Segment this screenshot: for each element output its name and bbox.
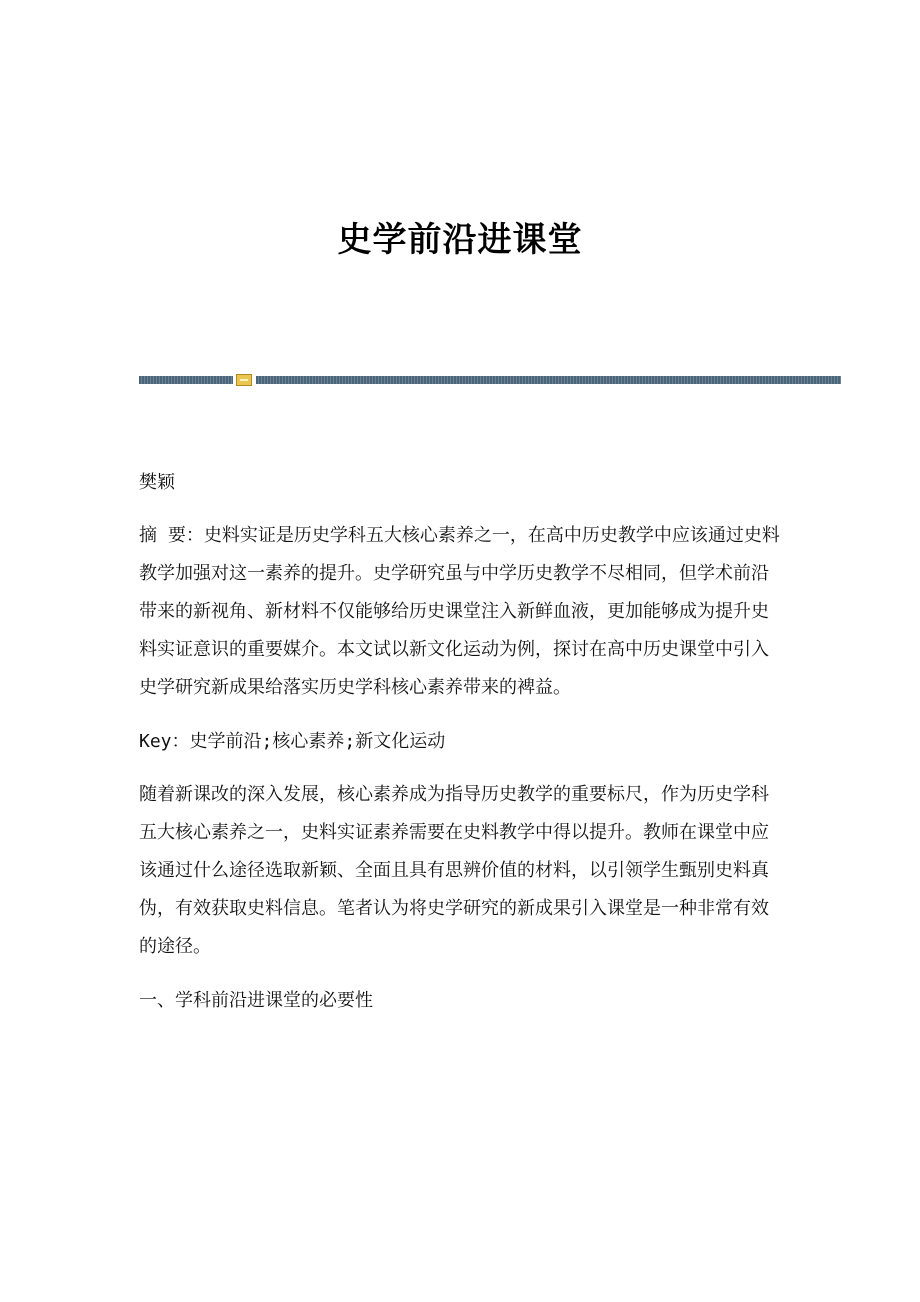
abstract xyxy=(139,517,784,707)
title-divider xyxy=(139,374,841,386)
document-title: 史学前沿进课堂 xyxy=(337,220,583,260)
keywords-label: Key： xyxy=(139,731,190,752)
keywords-text: 史学前沿;核心素养;新文化运动 xyxy=(189,731,446,752)
document-body xyxy=(139,466,784,1017)
abstract-text: 史料实证是历史学科五大核心素养之一，在高中历史教学中应该通过史料教学加强对这一素养的提升。史学研究虽与中学历史教学不尽相同，但学术前沿带来的新视角、新材料不仅能够给历史课堂注入新鲜血液，更加能够成为提升史料实证意识的重要媒介。本文试以新文化运动为例，探讨在高中历史课堂中引入史学研究新成果给落实历史学科核心素养带来的裨益。 xyxy=(139,525,780,698)
keywords xyxy=(139,725,784,758)
divider-bar-right xyxy=(256,376,841,384)
body-paragraph: 随着新课改的深入发展，核心素养成为指导历史教学的重要标尺，作为历史学科五大核心素养之一，史料实证素养需要在史料教学中得以提升。教师在课堂中应该通过什么途径选取新颖、全面且具有思辨价值的材料，以引领学生甄别史料真伪，有效获取史料信息。笔者认为将史学研究的新成果引入课堂是一种非常有效的途径。 xyxy=(139,784,769,957)
author-name: 樊颖 xyxy=(139,472,175,493)
divider-emblem-icon xyxy=(236,374,252,386)
divider-bar-left xyxy=(139,376,233,384)
section-heading: 一、学科前沿进课堂的必要性 xyxy=(139,990,373,1011)
abstract-label: 摘 要： xyxy=(139,525,204,546)
